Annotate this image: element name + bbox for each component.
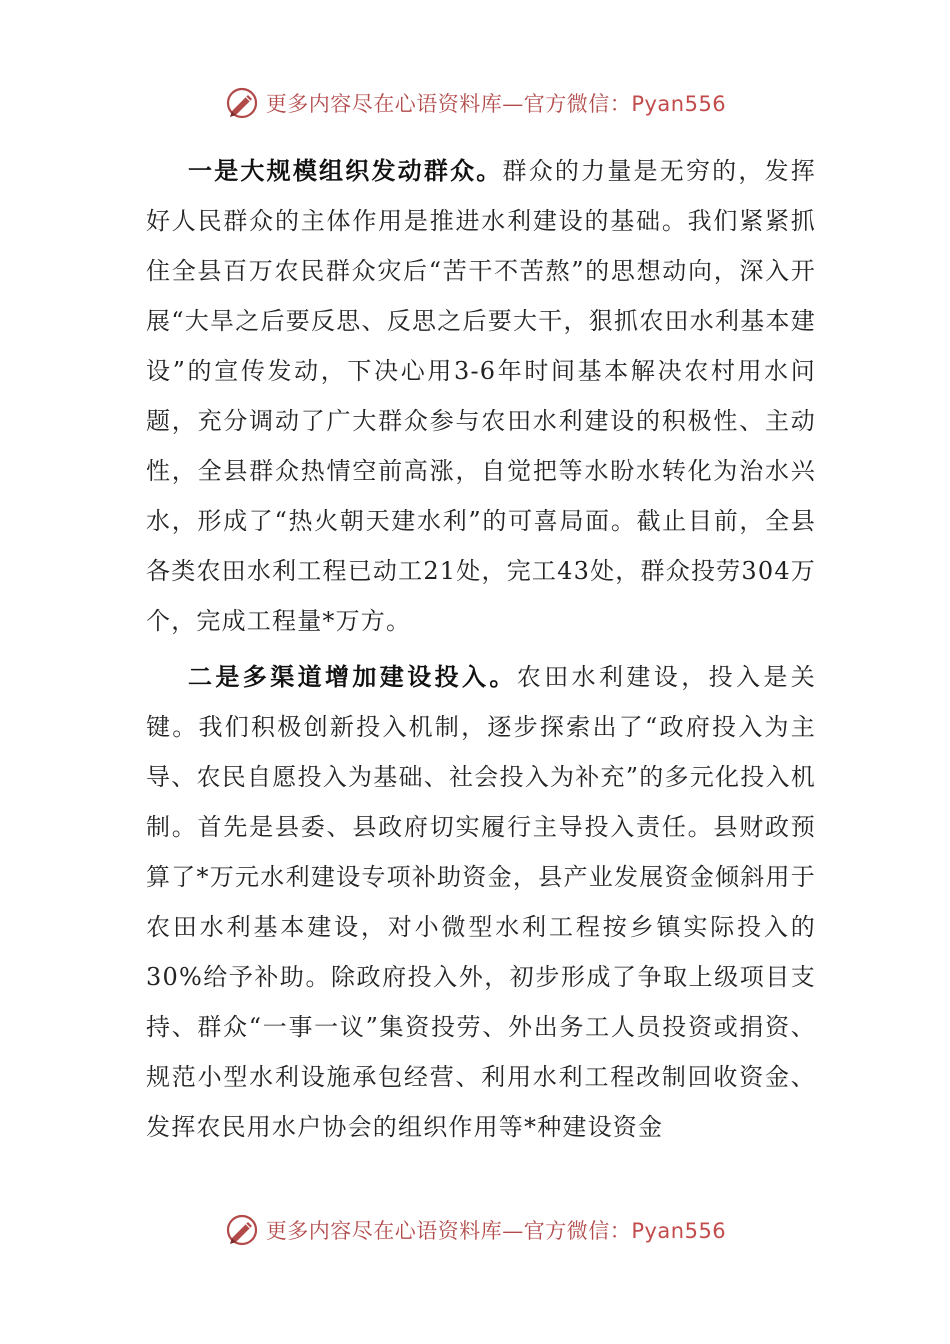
watermark-text: 更多内容尽在心语资料库—官方微信： [265,1219,632,1243]
paragraph-2-lead: 二是多渠道增加建设投入。 [188,662,517,691]
watermark-text: 更多内容尽在心语资料库—官方微信： [265,92,632,116]
document-body [146,146,816,1158]
paragraph-1 [146,146,816,646]
paragraph-2-body: 农田水利建设，投入是关键。我们积极创新投入机制，逐步探索出了“政府投入为主导、农民自愿投入为基础、社会投入为补充”的多元化投入机制。首先是县委、县政府切实履行主导投入责任。县财政预算了*万元水利建设专项补助资金，县产业发展资金倾斜用于农田水利基本建设，对小微型水利工程按乡镇实际投入的30%给予补助。除政府投入外，初步形成了争取上级项目支持、群众“一事一议”集资投劳、外出务工人员投资或捐资、规范小型水利设施承包经营、利用水利工程改制回收资金、发挥农民用水户协会的组织作用等*种建设资金 [146,663,816,1141]
paragraph-2 [146,652,816,1152]
paragraph-1-body: 群众的力量是无穷的，发挥好人民群众的主体作用是推进水利建设的基础。我们紧紧抓住全县百万农民群众灾后“苦干不苦熬”的思想动向，深入开展“大旱之后要反思、反思之后要大干，狠抓农田水利基本建设”的宣传发动，下决心用3-6年时间基本解决农村用水问题，充分调动了广大群众参与农田水利建设的积极性、主动性，全县群众热情空前高涨，自觉把等水盼水转化为治水兴水，形成了“热火朝天建水利”的可喜局面。截止目前，全县各类农田水利工程已动工21处，完工43处，群众投劳304万个，完成工程量*万方。 [146,157,816,635]
paragraph-1-lead: 一是大规模组织发动群众。 [188,156,503,185]
watermark-id: Pyan556 [631,1219,727,1243]
pen-logo-icon [224,1212,260,1248]
pen-logo-icon [224,85,260,121]
header-watermark [0,83,950,123]
footer-watermark [0,1210,950,1250]
watermark-id: Pyan556 [631,92,727,116]
